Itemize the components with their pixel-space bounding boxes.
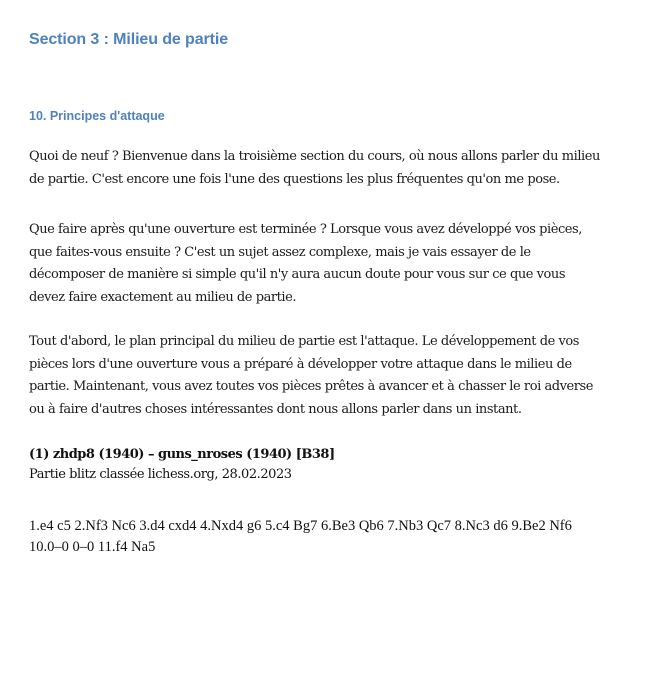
game-moves: [29, 516, 572, 558]
section-title: Section 3 : Milieu de partie: [29, 31, 229, 48]
game-subtitle: Partie blitz classée lichess.org, 28.02.2023: [29, 467, 292, 482]
paragraph-line: Tout d'abord, le plan principal du milieu de partie est l'attaque. Le développement de vos: [29, 334, 579, 349]
game-title: (1) zhdp8 (1940) – guns_nroses (1940) [B38]: [29, 447, 335, 462]
paragraph-line: devez faire exactement au milieu de partie.: [29, 289, 297, 305]
paragraph-line: Que faire après qu'une ouverture est terminée ? Lorsque vous avez développé vos pièces,: [29, 222, 582, 237]
paragraph-intro: [29, 146, 629, 191]
moves-line: 10.0–0 0–0 11.f4 Na5: [29, 539, 156, 555]
paragraph-line: que faites-vous ensuite ? C'est un sujet assez complexe, mais je vais essayer de le: [29, 244, 531, 260]
paragraph-after-opening: [29, 219, 629, 309]
paragraph-line: Quoi de neuf ? Bienvenue dans la troisième section du cours, où nous allons parler du milieu: [29, 149, 600, 164]
game-header: [29, 445, 335, 485]
moves-line: 1.e4 c5 2.Nf3 Nc6 3.d4 cxd4 4.Nxd4 g6 5.c4 Bg7 6.Be3 Qb6 7.Nb3 Qc7 8.Nc3 d6 9.Be2 Nf6: [29, 518, 572, 534]
paragraph-line: partie. Maintenant, vous avez toutes vos pièces prêtes à avancer et à chasser le roi adverse: [29, 379, 594, 394]
paragraph-line: de partie. C'est encore une fois l'une des questions les plus fréquentes qu'on me pose.: [29, 171, 560, 187]
subsection-title: 10. Principes d'attaque: [29, 109, 165, 123]
paragraph-attack-plan: [29, 331, 629, 421]
paragraph-line: pièces lors d'une ouverture vous a préparé à développer votre attaque dans le milieu de: [29, 356, 572, 372]
paragraph-line: ou à faire d'autres choses intéressantes dont nous allons parler dans un instant.: [29, 401, 522, 417]
paragraph-line: décomposer de manière si simple qu'il n'y aura aucun doute pour vous sur ce que vous: [29, 267, 566, 282]
